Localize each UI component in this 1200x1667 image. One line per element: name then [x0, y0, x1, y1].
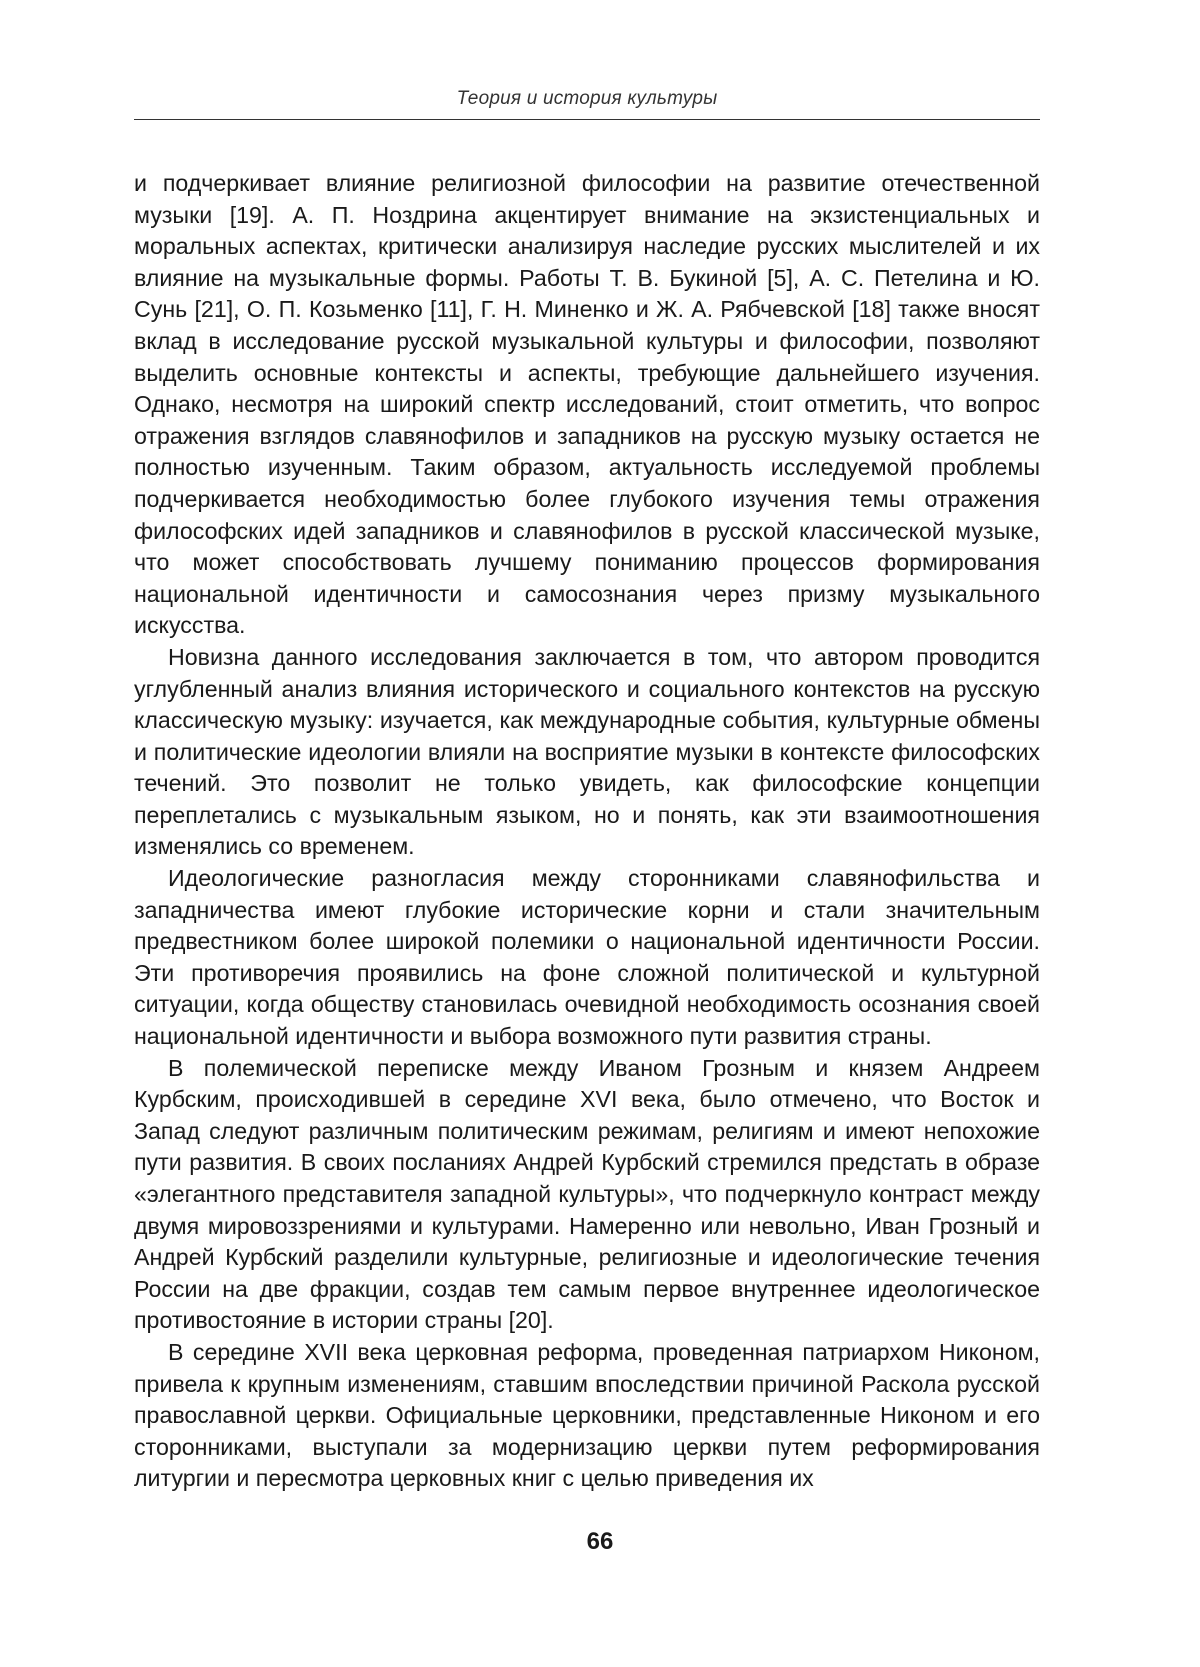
page-number: 66	[586, 1528, 614, 1555]
paragraph-church-reform: В середине XVII века церковная реформа, проведенная патриархом Никоном, привела к крупным изменениям, ставшим впоследствии причиной Раскола русской православной церкви. Официальные церковники, представленные Никоном и его сторонниками, выступали за модернизацию церкви путем реформирования литургии и пересмотра церковных книг с целью приведения их	[134, 1338, 1040, 1492]
header-divider	[134, 119, 1040, 120]
paragraph-grozny-kurbsky: В полемической переписке между Иваном Грозным и князем Андреем Курбским, происходившей в середине XVI века, было отмечено, что Восток и Запад следуют различным политическим режимам, религиям и имеют непохожие пути развития. В своих посланиях Андрей Курбский стремился предстать в образе «элегантного представителя западной культуры», что подчеркнуло контраст между двумя мировоззрениями и культурами. Намеренно или невольно, Иван Грозный и Андрей Курбский разделили культурные, религиозные и идеологические течения России на две фракции, создав тем самым первое внутреннее идеологическое противостояние в истории страны [20].	[134, 1054, 1040, 1334]
paragraph-novelty: Новизна данного исследования заключается в том, что автором проводится углубленный анализ влияния исторического и социального контекстов на русскую классическую музыку: изучается, как международные события, культурные обмены и политические идеологии влияли на восприятие музыки в контексте философских течений. Это позволит не только увидеть, как философские концепции переплетались с музыкальным языком, но и понять, как эти взаимоотношения изменялись со временем.	[134, 643, 1040, 860]
body-text	[134, 168, 1040, 1495]
running-header: Теория и история культуры	[456, 88, 718, 109]
paragraph-continuation: и подчеркивает влияние религиозной философии на развитие отечественной музыки [19]. А. П. Ноздрина акцентирует внимание на экзистенциальных и моральных аспектах, критически анализируя наследие русских мыслителей и их влияние на музыкальные формы. Работы Т. В. Букиной [5], А. С. Петелина и Ю. Сунь [21], О. П. Козьменко [11], Г. Н. Миненко и Ж. А. Рябчевской [18] также вносят вклад в исследование русской музыкальной культуры и философии, позволяют выделить основные контексты и аспекты, требующие дальнейшего изучения. Однако, несмотря на широкий спектр исследований, стоит отметить, что вопрос отражения взглядов славянофилов и западников на русскую музыку остается не полностью изученным. Таким образом, актуальность исследуемой проблемы подчеркивается необходимостью более глубокого изучения темы отражения философских идей западников и славянофилов в русской классической музыке, что может способствовать лучшему пониманию процессов формирования национальной идентичности и самосознания через призму музыкального искусства.	[134, 170, 1040, 639]
paragraph-ideological-disagreements: Идеологические разногласия между сторонниками славянофильства и западничества имеют глубокие исторические корни и стали значительным предвестником более широкой полемики о национальной идентичности России. Эти противоречия проявились на фоне сложной политической и культурной ситуации, когда обществу становилась очевидной необходимость осознания своей национальной идентичности и выбора возможного пути развития страны.	[134, 865, 1040, 1050]
